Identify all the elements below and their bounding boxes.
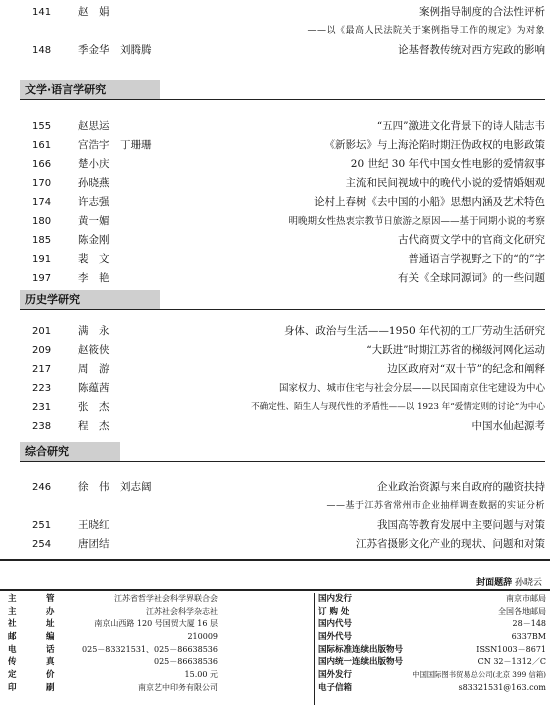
info-row: [8, 593, 308, 606]
info-key: 订 购 处: [318, 606, 350, 617]
article-title: 案例指导制度的合法性评析: [419, 6, 545, 18]
page-number: 201: [32, 326, 52, 337]
page-number: 148: [32, 45, 52, 56]
info-row: [8, 644, 308, 657]
info-key: 社: [8, 619, 17, 630]
author: 满 永: [78, 325, 110, 337]
info-row: [8, 669, 308, 682]
author: 宫浩宇 丁珊珊: [78, 139, 152, 151]
section-rule: [20, 99, 545, 100]
article-subtitle: ——以《最高人民法院关于案例指导工作的规定》为对象: [307, 26, 545, 36]
author: 陈蕴茜: [78, 382, 110, 394]
page-number: 155: [32, 121, 52, 132]
section-heading-comprehensive: 综合研究: [20, 442, 120, 461]
toc-row[interactable]: [20, 322, 545, 341]
section-rule: [20, 461, 545, 462]
author: 程 杰: [78, 420, 110, 432]
divider: [0, 589, 550, 591]
toc-row[interactable]: [20, 478, 545, 497]
info-row: [318, 644, 546, 657]
info-row: [318, 669, 546, 682]
toc-row[interactable]: [20, 379, 545, 398]
info-key: 国内发行: [318, 594, 353, 604]
article-title: 主流和民间视域中的晚代小说的爱情婚姻观: [345, 177, 545, 189]
info-key: 主: [8, 594, 17, 604]
info-key: 国外代号: [318, 632, 353, 643]
article-title: 古代商贾文学中的官商文化研究: [398, 234, 545, 246]
article-title: 《新影坛》与上海沦陷时期汪伪政权的电影政策: [324, 139, 545, 151]
toc-row[interactable]: [20, 41, 545, 60]
info-key: 址: [46, 619, 55, 630]
author: 赵思运: [78, 120, 110, 132]
info-value: ISSN1003－8671: [476, 644, 546, 654]
info-value: 28－148: [512, 619, 546, 629]
article-title: 江苏省摄影文化产业的现状、问题和对策: [356, 538, 545, 550]
author: 赵筱侠: [78, 344, 110, 356]
page-number: 238: [32, 421, 52, 432]
page-number: 180: [32, 216, 52, 227]
section-heading-literature: 文学·语言学研究: [20, 80, 160, 99]
info-key: 办: [46, 606, 55, 617]
author: 唐团结: [78, 538, 110, 550]
info-key: 邮: [8, 632, 17, 643]
author: 李 艳: [78, 272, 110, 284]
info-value: 025－83321531、025－86638536: [82, 644, 218, 654]
section-rule: [20, 309, 545, 310]
info-key: 主: [8, 606, 17, 617]
toc-row[interactable]: [20, 516, 545, 535]
info-row: [318, 593, 546, 606]
author: 赵 娟: [78, 6, 110, 18]
info-row: [8, 656, 308, 669]
article-title: 中国水仙起源考: [471, 420, 545, 432]
article-title: 身体、政治与生活——1950 年代初的工厂劳动生活研究: [283, 325, 545, 337]
page-number: 174: [32, 197, 52, 208]
toc-row[interactable]: [20, 417, 545, 436]
cover-calligrapher: 孙晓云: [514, 578, 542, 588]
toc-row[interactable]: [20, 212, 545, 231]
page-number: 223: [32, 383, 52, 394]
info-value: 中国国际图书贸易总公司(北京 399 信箱): [412, 670, 546, 680]
info-value: 江苏社会科学杂志社: [146, 606, 218, 616]
page-number: 166: [32, 159, 52, 170]
toc-row[interactable]: [20, 3, 545, 22]
article-title: “大跃进”时期江苏省的梯级河网化运动: [366, 344, 545, 356]
author: 裴 文: [78, 253, 110, 265]
author: 周 游: [78, 363, 110, 375]
toc-row[interactable]: [20, 155, 545, 174]
author: 王晓红: [78, 519, 110, 531]
info-value: 江苏省哲学社会科学界联合会: [114, 594, 218, 603]
toc-row[interactable]: [20, 360, 545, 379]
toc-subtitle-row: [20, 22, 545, 41]
info-value: 全国各地邮局: [498, 606, 546, 616]
toc-row[interactable]: [20, 193, 545, 212]
article-title: 明晚期女性热衷宗教节日旅游之原因——基于同期小说的考察: [288, 216, 545, 227]
toc-row[interactable]: [20, 535, 545, 554]
page-number: 191: [32, 254, 52, 265]
publication-info-right: [318, 593, 546, 695]
info-key: 真: [46, 657, 55, 668]
info-key: 刷: [46, 682, 55, 693]
info-key: 电: [8, 644, 17, 655]
author: 黄一媚: [78, 215, 110, 227]
info-key: 价: [46, 670, 55, 681]
page-number: 217: [32, 364, 52, 375]
info-value: 210009: [187, 632, 218, 642]
info-row: [318, 618, 546, 631]
article-title: 不确定性、陌生人与现代性的矛盾性——以 1923 年“爱情定则的讨论”为中心: [251, 402, 545, 412]
info-key: 话: [46, 644, 55, 655]
info-value[interactable]: s83321531@163.com: [458, 682, 546, 692]
article-title: 我国高等教育发展中主要问题与对策: [377, 519, 545, 531]
cover-inscription: [476, 575, 542, 588]
info-value: 南京市邮局: [506, 594, 546, 603]
info-key: 国际标准连续出版物号: [318, 644, 404, 655]
info-value: 南京艺中印务有限公司: [138, 682, 218, 692]
info-value: CN 32－1312／C: [477, 657, 546, 667]
section-heading-history: 历史学研究: [20, 290, 160, 309]
article-title: 边区政府对“双十节”的纪念和阐释: [387, 363, 545, 375]
page-number: 209: [32, 345, 52, 356]
author: 张 杰: [78, 401, 110, 413]
toc-row[interactable]: [20, 117, 545, 136]
page-number: 251: [32, 520, 52, 531]
info-key: 国内代号: [318, 619, 353, 630]
info-key: 定: [8, 670, 17, 681]
cover-label: 封面题辞: [476, 578, 513, 588]
article-subtitle: ——基于江苏省常州市企业抽样调查数据的实证分析: [326, 501, 545, 511]
column-divider: [314, 593, 315, 705]
page-number: 231: [32, 402, 52, 413]
info-row: [8, 631, 308, 644]
author: 孙晓燕: [78, 177, 110, 189]
info-value: 15.00 元: [184, 670, 218, 680]
author: 陈金刚: [78, 234, 110, 246]
info-row: [8, 606, 308, 619]
article-title: 20 世纪 30 年代中国女性电影的爱情叙事: [350, 158, 545, 170]
info-key: 国外发行: [318, 670, 353, 681]
page-number: 170: [32, 178, 52, 189]
info-key: 编: [46, 632, 55, 643]
toc-row[interactable]: [20, 174, 545, 193]
toc-row[interactable]: [20, 231, 545, 250]
info-row: [8, 682, 308, 695]
info-row: [318, 606, 546, 619]
article-title: 论基督教传统对西方宪政的影响: [398, 44, 545, 56]
page-number: 185: [32, 235, 52, 246]
toc-row[interactable]: [20, 341, 545, 360]
info-key: 电子信箱: [318, 682, 353, 693]
author: 许志强: [78, 196, 110, 208]
page-number: 254: [32, 539, 52, 550]
toc-row[interactable]: [20, 269, 545, 288]
page-number: 246: [32, 482, 52, 493]
article-title: 企业政治资源与来自政府的融资扶持: [377, 481, 545, 493]
page-number: 161: [32, 140, 52, 151]
info-value: 南京山西路 120 号国贸大厦 16 层: [94, 619, 218, 629]
info-key: 管: [46, 594, 55, 604]
divider: [0, 559, 550, 561]
toc-subtitle-row: [20, 497, 545, 516]
info-key: 国内统一连续出版物号: [318, 657, 404, 668]
author: 徐 伟 刘志阔: [78, 481, 152, 493]
info-row: [8, 618, 308, 631]
toc-row[interactable]: [20, 136, 545, 155]
author: 季金华 刘腾腾: [78, 44, 152, 56]
article-title: “五四”激进文化背景下的诗人陆志韦: [376, 120, 545, 132]
toc-row[interactable]: [20, 398, 545, 417]
info-key: 印: [8, 682, 17, 693]
article-title: 普通语言学视野之下的“的”字: [408, 253, 545, 265]
info-value: 025－86638536: [154, 657, 218, 667]
author: 楚小庆: [78, 158, 110, 170]
publication-info-left: [8, 593, 308, 695]
info-value: 6337BM: [511, 632, 546, 642]
info-row: [318, 682, 546, 695]
toc-row[interactable]: [20, 250, 545, 269]
article-title: 有关《全球同源词》的一些问题: [398, 272, 545, 284]
page-number: 197: [32, 273, 52, 284]
article-title: 国家权力、城市住宅与社会分层——以民国南京住宅建设为中心: [278, 383, 545, 394]
article-title: 论村上春树《去中国的小船》思想内涵及艺术特色: [314, 196, 545, 208]
info-row: [318, 631, 546, 644]
page-number: 141: [32, 7, 52, 18]
info-key: 传: [8, 657, 17, 668]
info-row: [318, 656, 546, 669]
